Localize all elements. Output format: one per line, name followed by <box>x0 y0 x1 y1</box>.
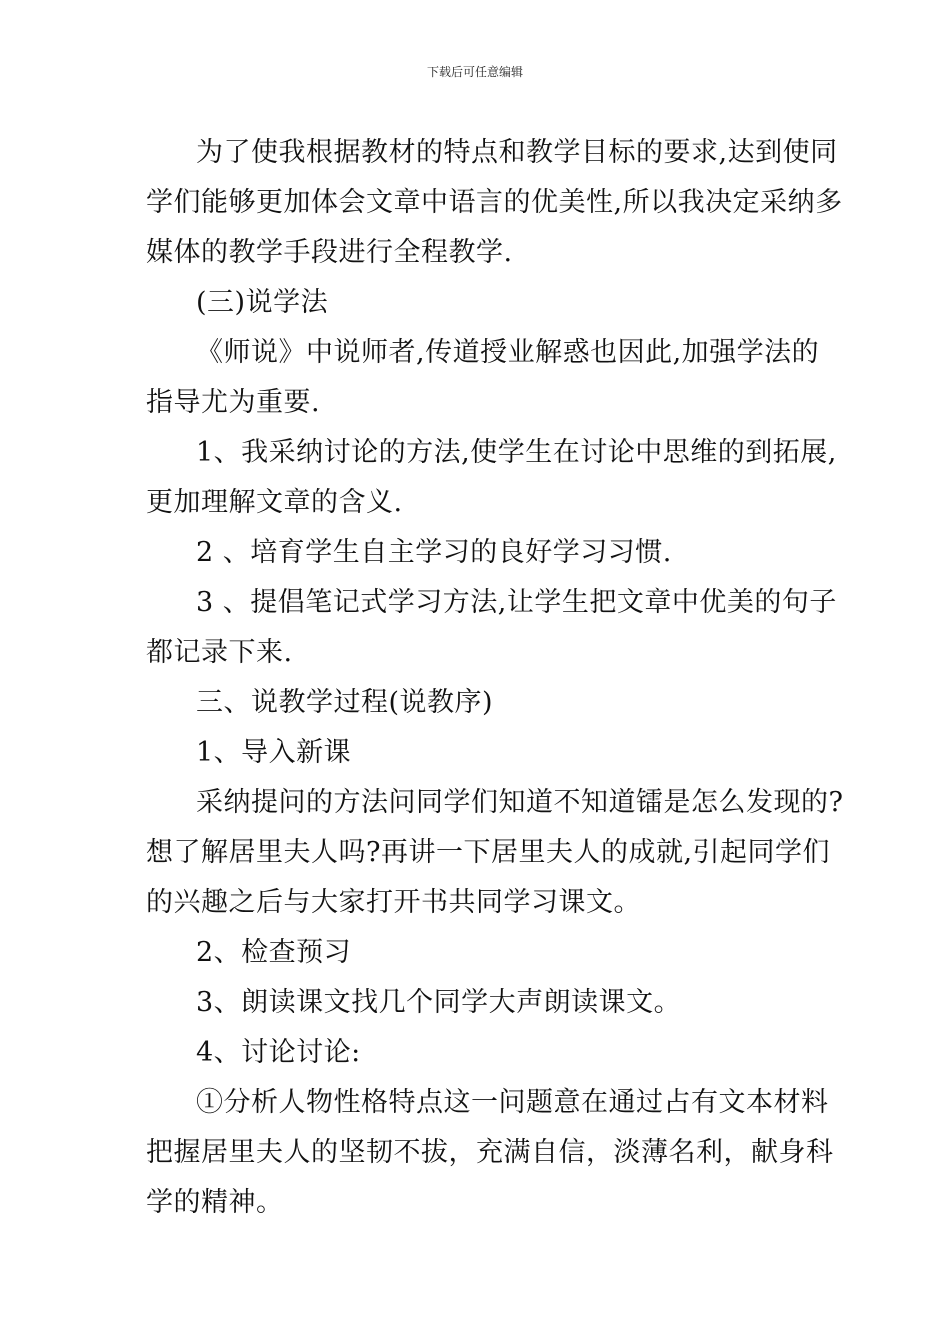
text-line: 为了使我根据教材的特点和教学目标的要求,达到使同 <box>196 137 838 168</box>
document-body <box>146 128 844 1228</box>
list-item: 3 、提倡笔记式学习方法,让学生把文章中优美的句子 <box>196 587 837 618</box>
text-line: 《师说》中说师者,传道授业解惑也因此,加强学法的 <box>196 337 820 368</box>
list-item: 2、检查预习 <box>196 937 352 968</box>
text-line: 学的精神。 <box>146 1187 284 1218</box>
text-line: 更加理解文章的含义. <box>146 487 403 518</box>
page-header: 下载后可任意编辑 <box>426 65 523 79</box>
list-item: 3、朗读课文找几个同学大声朗读课文。 <box>196 987 682 1018</box>
text-line: 都记录下来. <box>146 637 293 668</box>
section-heading: (三)说学法 <box>196 287 329 318</box>
list-item: 2 、培育学生自主学习的良好学习习惯. <box>196 537 672 568</box>
text-line: 的兴趣之后与大家打开书共同学习课文。 <box>146 887 641 918</box>
list-item: ①分析人物性格特点这一问题意在通过占有文本材料 <box>196 1087 829 1118</box>
text-line: 想了解居里夫人吗?再讲一下居里夫人的成就,引起同学们 <box>146 837 831 868</box>
list-item: 1、导入新课 <box>196 737 352 768</box>
text-line: 媒体的教学手段进行全程教学. <box>146 237 513 268</box>
text-line: 把握居里夫人的坚韧不拔，充满自信，淡薄名利，献身科 <box>146 1137 834 1168</box>
list-item: 4、讨论讨论: <box>196 1037 361 1068</box>
text-line: 采纳提问的方法问同学们知道不知道镭是怎么发现的? <box>196 787 844 818</box>
list-item: 1、我采纳讨论的方法,使学生在讨论中思维的到拓展, <box>196 437 837 468</box>
text-line: 指导尤为重要. <box>146 387 321 418</box>
text-line: 学们能够更加体会文章中语言的优美性,所以我决定采纳多 <box>146 187 843 218</box>
section-heading: 三、说教学过程(说教序) <box>196 687 494 718</box>
